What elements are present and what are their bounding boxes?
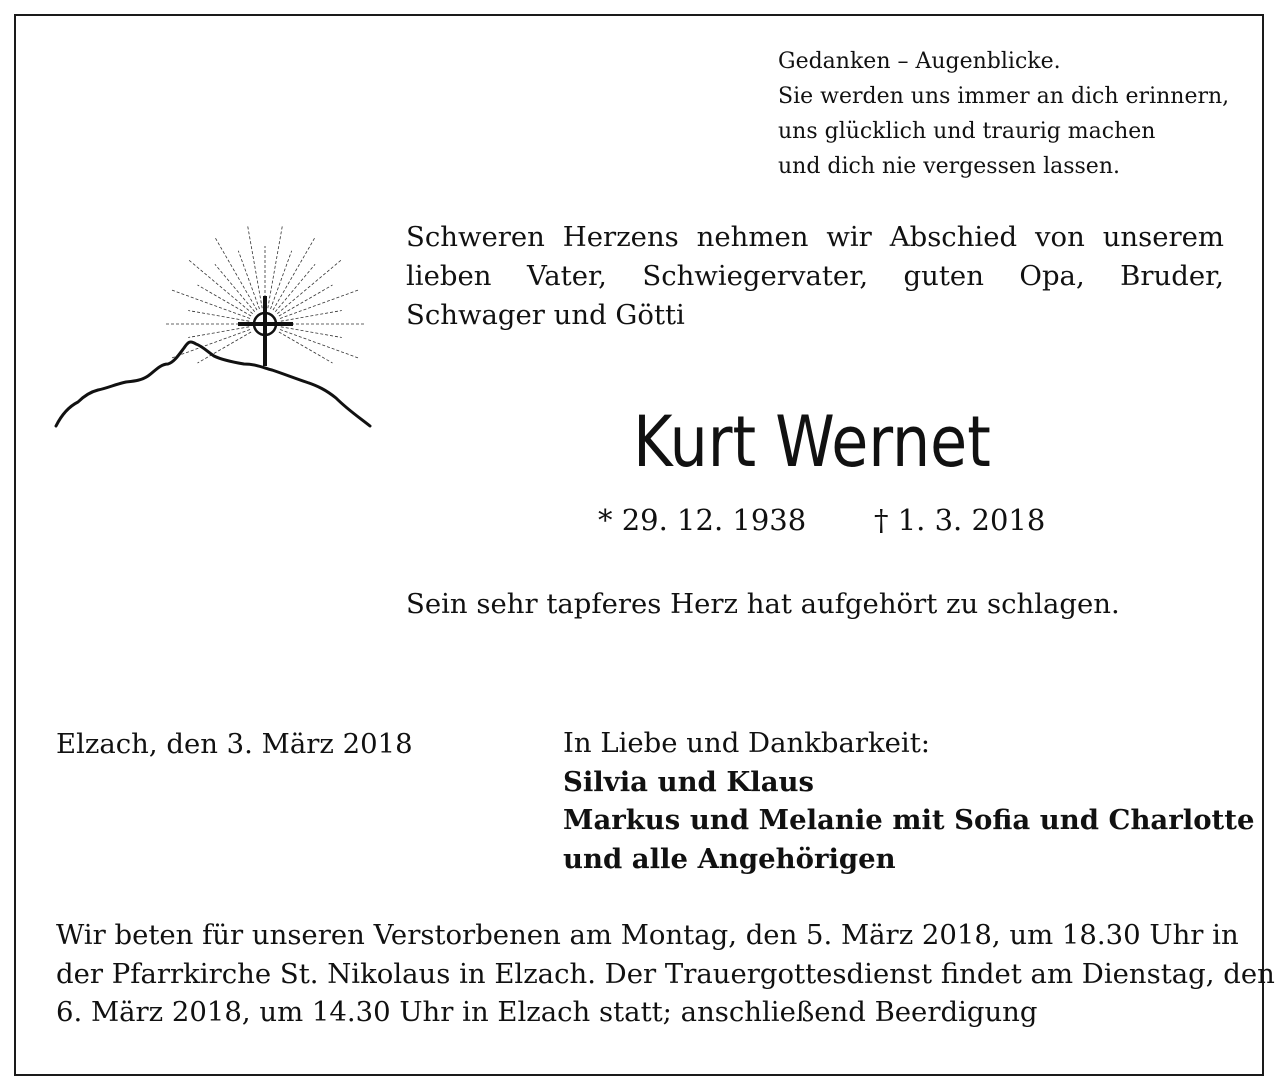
service-line: 6. März 2018, um 14.30 Uhr in Elzach statt; anschließend Beerdigung — [56, 996, 1038, 1028]
service-info — [56, 916, 1275, 1032]
poem-line: und dich nie vergessen lassen. — [778, 154, 1120, 179]
birth-date: * 29. 12. 1938 — [598, 503, 807, 537]
mourner-name: Markus und Melanie mit Sofia und Charlotte — [563, 804, 1255, 836]
mourners-block — [563, 724, 1254, 878]
mourners-intro: In Liebe und Dankbarkeit: — [563, 727, 931, 759]
intro-text: Schweren Herzens nehmen wir Abschied von unserem lieben Vater, Schwiegervater, guten Opa, Bruder, Schwager und Götti — [406, 221, 1224, 331]
place-date: Elzach, den 3. März 2018 — [56, 728, 413, 760]
poem-line: Gedanken – Augenblicke. — [778, 49, 1061, 74]
deceased-name: Kurt Wernet — [633, 401, 991, 483]
service-line: Wir beten für unseren Verstorbenen am Montag, den 5. März 2018, um 18.30 Uhr in — [56, 919, 1239, 951]
service-line: der Pfarrkirche St. Nikolaus in Elzach. Der Trauergottesdienst findet am Dienstag, den — [56, 957, 1275, 990]
mourner-name: und alle Angehörigen — [563, 842, 896, 875]
death-date: † 1. 3. 2018 — [874, 503, 1046, 537]
mourner-name: Silvia und Klaus — [563, 765, 815, 798]
quote-text: Sein sehr tapferes Herz hat aufgehört zu schlagen. — [406, 588, 1120, 620]
poem-line: uns glücklich und traurig machen — [778, 119, 1156, 144]
poem-line: Sie werden uns immer an dich erinnern, — [778, 84, 1230, 109]
